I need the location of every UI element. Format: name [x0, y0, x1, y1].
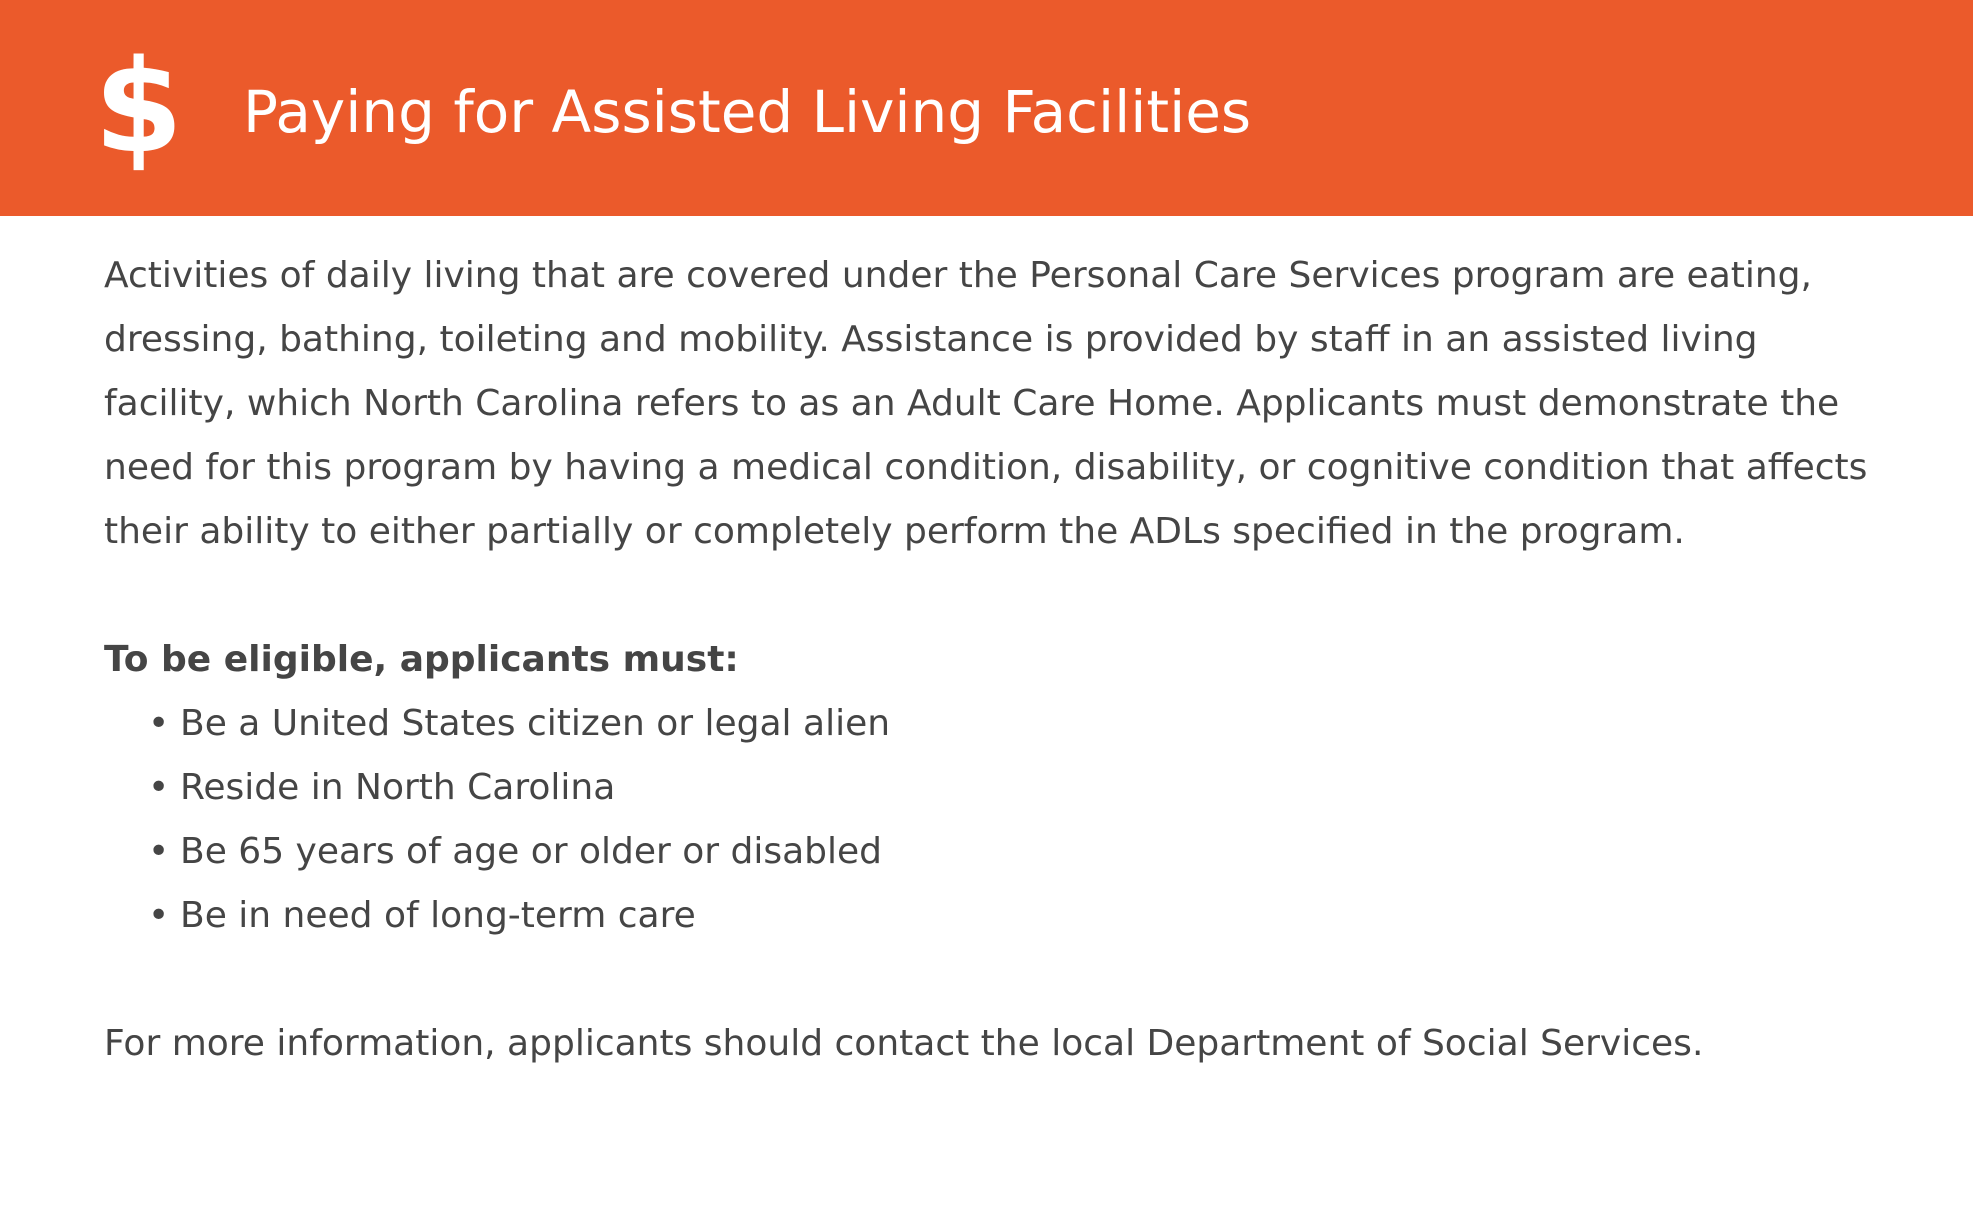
list-item: • Be 65 years of age or older or disabled	[148, 820, 1884, 884]
eligibility-heading: To be eligible, applicants must:	[104, 639, 739, 680]
main-content	[104, 244, 1884, 1076]
eligibility-criteria-list	[104, 692, 1884, 948]
intro-paragraph: Activities of daily living that are covered under the Personal Care Services program are eating, dressing, bathing, toileting and mobility. Assistance is provided by staff in an assisted living facility, which North Carolina refers to as an Adult Care Home. Applicants must demonstrate the need for this program by having a medical condition, disability, or cognitive condition that affects their ability to either partially or completely perform the ADLs specified in the program.	[104, 255, 1868, 552]
page-title: Paying for Assisted Living Facilities	[243, 78, 1252, 146]
list-item: • Be a United States citizen or legal alien	[148, 692, 1884, 756]
header-banner	[0, 0, 1973, 216]
dollar-icon: $	[94, 33, 184, 182]
footer-note: For more information, applicants should contact the local Department of Social Services.	[104, 1023, 1704, 1064]
list-item: • Reside in North Carolina	[148, 756, 1884, 820]
list-item: • Be in need of long-term care	[148, 884, 1884, 948]
